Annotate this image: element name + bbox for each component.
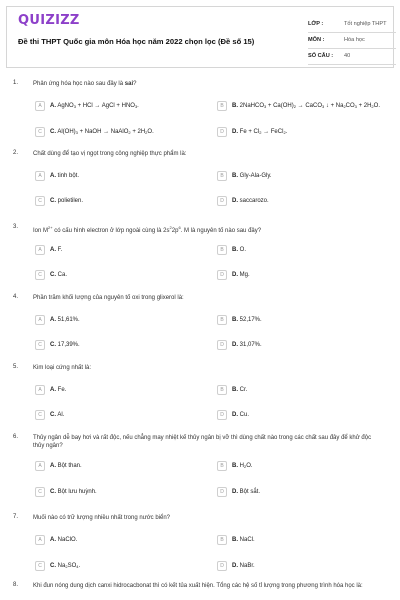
- option-letter-box: C: [35, 196, 45, 206]
- option-text: C. polietilen.: [50, 198, 84, 204]
- option-letter-box: C: [35, 561, 45, 571]
- option-text: C. $Al(OH)_3$ + NaOH → NaAlO$_2$ + $2H_2O$.: [50, 129, 154, 135]
- option-letter-box: A: [35, 535, 45, 545]
- option-letter-box: A: [35, 101, 45, 111]
- option-letter-box: D: [217, 127, 227, 137]
- option-text: A. F.: [50, 247, 63, 253]
- worksheet-meta: [308, 18, 396, 65]
- option-letter-box: B: [217, 101, 227, 111]
- option-text: A. NaClO.: [50, 537, 78, 543]
- option-letter-box: D: [217, 410, 227, 420]
- option-text: D. NaBr.: [232, 563, 255, 569]
- meta-value: Tốt nghiệp THPT: [344, 21, 387, 27]
- option-letter-box: A: [35, 171, 45, 181]
- option-letter-box: D: [217, 561, 227, 571]
- option-text: C. Ca.: [50, 272, 68, 278]
- question-text: Thủy ngân dễ bay hơi và rất độc, nếu chẳng may nhiệt kế thủy ngân bị vỡ thì dùng chất nào trong các chất sau đây để khử độc thủy ngân?: [33, 435, 372, 449]
- option-text: A. Bột than.: [50, 463, 82, 469]
- question-text: Chất dùng để tạo vị ngọt trong công nghiệp thực phẩm là:: [33, 151, 187, 157]
- option-text: A. Fe.: [50, 387, 67, 393]
- meta-value: 40: [344, 53, 351, 59]
- question-number: 3.: [13, 224, 19, 230]
- option-text: A. tinh bột.: [50, 173, 80, 179]
- option-text: A. 51,61%.: [50, 317, 80, 323]
- meta-key: SỐ CÂU :: [308, 53, 334, 59]
- question-number: 7.: [13, 514, 19, 520]
- option-letter-box: B: [217, 461, 227, 471]
- worksheet-header: [6, 6, 394, 68]
- option-letter-box: B: [217, 535, 227, 545]
- option-text: D. Bột sắt.: [232, 489, 261, 495]
- question-number: 4.: [13, 294, 19, 300]
- option-letter-box: B: [217, 245, 227, 255]
- question-text: Kim loại cứng nhất là:: [33, 365, 92, 371]
- option-text: D. 31,07%.: [232, 342, 262, 348]
- option-text: D. $Fe + Cl_2$ → FeCl$_2$.: [232, 129, 288, 135]
- option-letter-box: B: [217, 315, 227, 325]
- option-text: D. Mg.: [232, 272, 250, 278]
- question-number: 5.: [13, 364, 19, 370]
- option-letter-box: C: [35, 340, 45, 350]
- quizizz-logo: QUIZIZZ: [18, 13, 80, 28]
- option-text: B. O.: [232, 247, 247, 253]
- question-text: Ion $M^{2+}$ có cấu hình electron ở lớp ngoài cùng là $2s^22p^6$. M là nguyên tố nào sau đây?: [33, 225, 262, 234]
- option-text: C. Al.: [50, 412, 65, 418]
- meta-value: Hóa học: [344, 37, 365, 43]
- option-letter-box: C: [35, 270, 45, 280]
- question-number: 6.: [13, 434, 19, 440]
- option-letter-box: D: [217, 270, 227, 280]
- option-letter-box: A: [35, 245, 45, 255]
- option-text: D. Cu.: [232, 412, 250, 418]
- worksheet-title: Đề thi THPT Quốc gia môn Hóa học năm 2022 chọn lọc (Đề số 15): [18, 37, 255, 46]
- question-number: 1.: [13, 80, 19, 86]
- option-text: D. saccarozo.: [232, 198, 269, 204]
- option-text: C. 17,39%.: [50, 342, 80, 348]
- option-text: B. $H_2O$.: [232, 463, 253, 469]
- option-letter-box: B: [217, 385, 227, 395]
- meta-key: LỚP :: [308, 21, 324, 27]
- question-text: Phần trăm khối lượng của nguyên tố oxi trong glixerol là:: [33, 295, 184, 301]
- meta-count-row: [308, 50, 396, 65]
- option-text: B. NaCl.: [232, 537, 255, 543]
- option-text: B. Cr.: [232, 387, 248, 393]
- question-text: Phản ứng hóa học nào sau đây là sai?: [33, 81, 137, 87]
- question-text: Muối nào có trữ lượng nhiều nhất trong nước biển?: [33, 515, 170, 521]
- option-text: B. Gly-Ala-Gly.: [232, 173, 272, 179]
- meta-class-row: [308, 18, 396, 33]
- option-text: B. 52,17%.: [232, 317, 262, 323]
- option-letter-box: D: [217, 196, 227, 206]
- option-text: C. $Na_2SO_4$.: [50, 563, 81, 569]
- question-number: 2.: [13, 150, 19, 156]
- option-letter-box: C: [35, 410, 45, 420]
- option-letter-box: B: [217, 171, 227, 181]
- option-letter-box: D: [217, 487, 227, 497]
- option-letter-box: C: [35, 127, 45, 137]
- option-letter-box: A: [35, 385, 45, 395]
- option-text: B. 2NaHCO$_3$ + $Ca(OH)_2$ → CaCO$_3$ ↓ + $Na_2CO_3 + 2H_2O$.: [232, 103, 380, 109]
- question-number: 8.: [13, 582, 19, 588]
- option-letter-box: C: [35, 487, 45, 497]
- option-letter-box: A: [35, 461, 45, 471]
- option-text: A. AgNO$_3$ + HCl → AgCl + $HNO_3$.: [50, 103, 139, 109]
- option-letter-box: A: [35, 315, 45, 325]
- option-letter-box: D: [217, 340, 227, 350]
- question-text: Khi đun nóng dung dịch canxi hidrocacbonat thì có kết tủa xuất hiện. Tổng các hệ số tỉ lượng trong phương trình hóa học là:: [33, 583, 363, 589]
- option-text: C. Bột lưu huỳnh.: [50, 489, 97, 495]
- meta-key: MÔN :: [308, 37, 325, 43]
- meta-subject-row: [308, 34, 396, 49]
